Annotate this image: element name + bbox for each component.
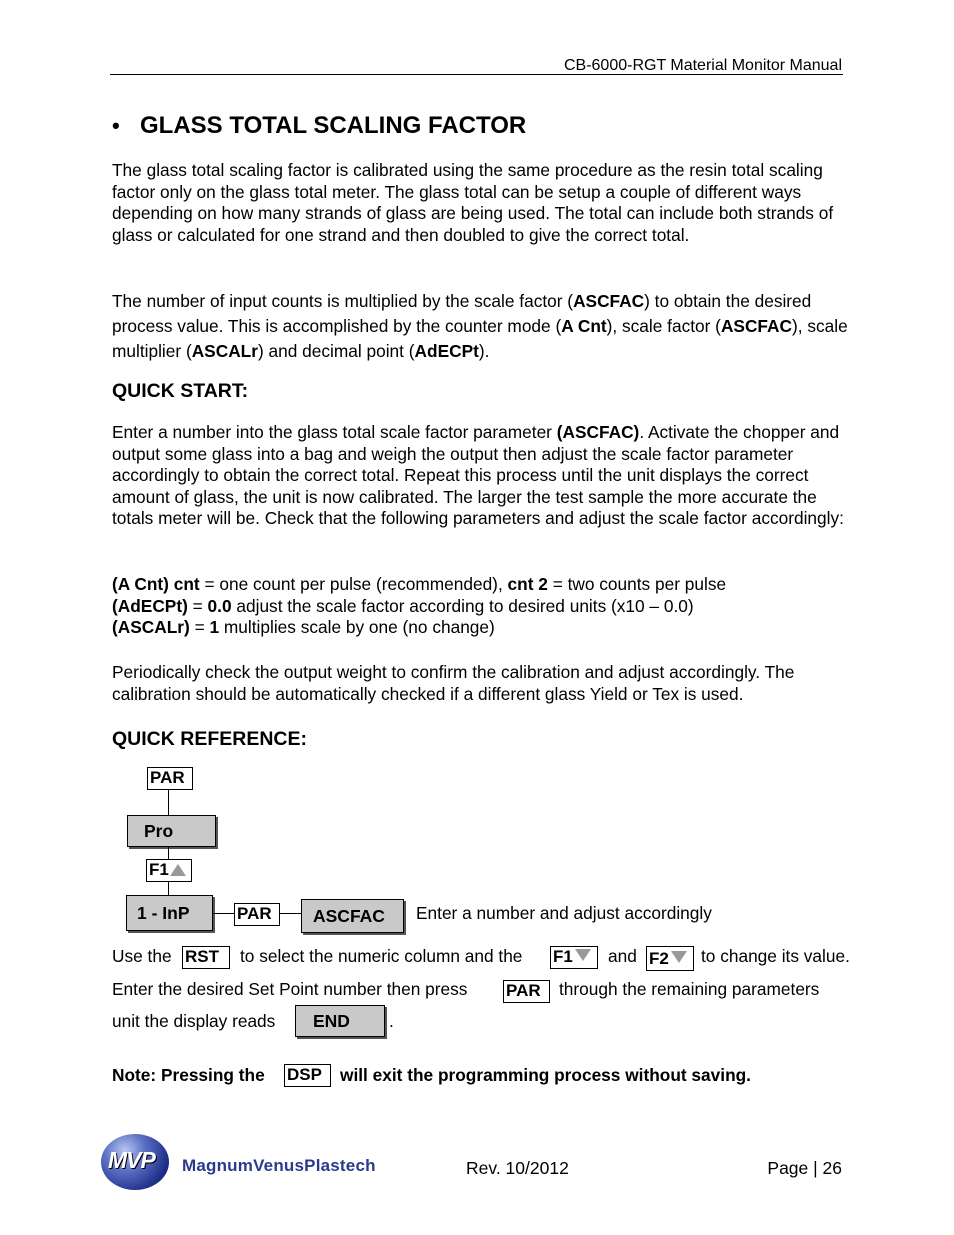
select-column-text: to select the numeric column and the <box>240 946 523 966</box>
f2-down-key: F2 <box>646 946 694 971</box>
period-text: . <box>389 1011 394 1031</box>
change-value-text: to change its value. <box>701 946 850 966</box>
note-suffix: will exit the programming process without saving. <box>340 1065 751 1085</box>
connector-pro-f1 <box>168 847 169 859</box>
intro-paragraph: The glass total scaling factor is calibrated using the same procedure as the resin total scaling factor only on the glass total meter. The glass total can be setup a couple of different ways depending on how many strands of glass are being used. The total can include both strands of glass or calculated for one strand and then doubled to give the correct total. <box>112 160 834 245</box>
ascfac-note: Enter a number and adjust accordingly <box>416 903 712 923</box>
section-title-text: GLASS TOTAL SCALING FACTOR <box>140 112 527 139</box>
parameter-list <box>112 574 852 639</box>
document-header-title: CB-6000-RGT Material Monitor Manual <box>563 57 842 74</box>
bullet-icon: • <box>112 113 120 138</box>
up-arrow-icon <box>170 864 186 876</box>
connector-inp-par <box>213 913 234 914</box>
f1-down-key: F1 <box>550 946 598 969</box>
rst-key: RST <box>182 946 230 969</box>
down-arrow-icon <box>671 951 687 963</box>
note-prefix: Note: Pressing the <box>112 1065 265 1085</box>
param-line-acnt: (A Cnt) cnt = one count per pulse (recommended), cnt 2 = two counts per pulse <box>112 574 727 594</box>
use-the-text: Use the <box>112 946 172 966</box>
connector-par-ascfac <box>280 913 301 914</box>
par-key-mid: PAR <box>234 903 280 926</box>
f1-up-key: F1 <box>146 859 192 882</box>
section-title <box>112 112 526 140</box>
pro-display: Pro <box>127 815 216 847</box>
inp-display: 1 - InP <box>126 895 213 931</box>
page-number: Page | 26 <box>767 1158 842 1178</box>
revision-label: Rev. 10/2012 <box>466 1158 569 1178</box>
par-key-top: PAR <box>147 767 193 790</box>
end-display: END <box>295 1005 385 1037</box>
ascfac-display: ASCFAC <box>301 899 404 933</box>
calibration-check-paragraph: Periodically check the output weight to confirm the calibration and adjust accordingly. The calibration should be automatically checked if a different glass Yield or Tex is used. <box>112 662 795 704</box>
par-key-inline: PAR <box>503 980 550 1003</box>
down-arrow-icon <box>575 949 591 961</box>
company-logo-text: MagnumVenusPlastech <box>182 1156 376 1175</box>
quick-start-heading: QUICK START: <box>112 380 249 402</box>
and-text: and <box>608 946 637 966</box>
param-line-adecpt: (AdECPt) = 0.0 adjust the scale factor according to desired units (x10 – 0.0) <box>112 595 694 616</box>
quick-reference-heading: QUICK REFERENCE: <box>112 728 308 750</box>
dsp-key: DSP <box>284 1064 331 1087</box>
enter-set-point-text: Enter the desired Set Point number then press <box>112 979 468 999</box>
display-reads-text: unit the display reads <box>112 1011 276 1031</box>
quick-start-paragraph: Enter a number into the glass total scale factor parameter (ASCFAC). Activate the chopper and output some glass into a bag and weigh the output then adjust the scale factor parameter accordingly to obtain the correct total. Repeat this process until the unit displays the correct amount of glass, the unit is now calibrated. The larger the test sample the more accurate the totals meter will be. Check that the following parameters and adjust the scale factor accordingly: <box>112 422 844 528</box>
connector-par-pro <box>168 790 169 815</box>
param-line-ascalr: (ASCALr) = 1 multiplies scale by one (no change) <box>112 617 495 637</box>
scaling-paragraph: The number of input counts is multiplied by the scale factor (ASCFAC) to obtain the desired process value. This is accomplished by the counter mode (A Cnt), scale factor (ASCFAC), scale multiplier (ASCALr) and decimal point (AdECPt). <box>112 291 848 361</box>
mvp-logo-mark: MVP <box>108 1147 155 1173</box>
header-rule <box>110 74 843 75</box>
connector-f1-inp <box>168 882 169 895</box>
through-params-text: through the remaining parameters <box>559 979 820 999</box>
